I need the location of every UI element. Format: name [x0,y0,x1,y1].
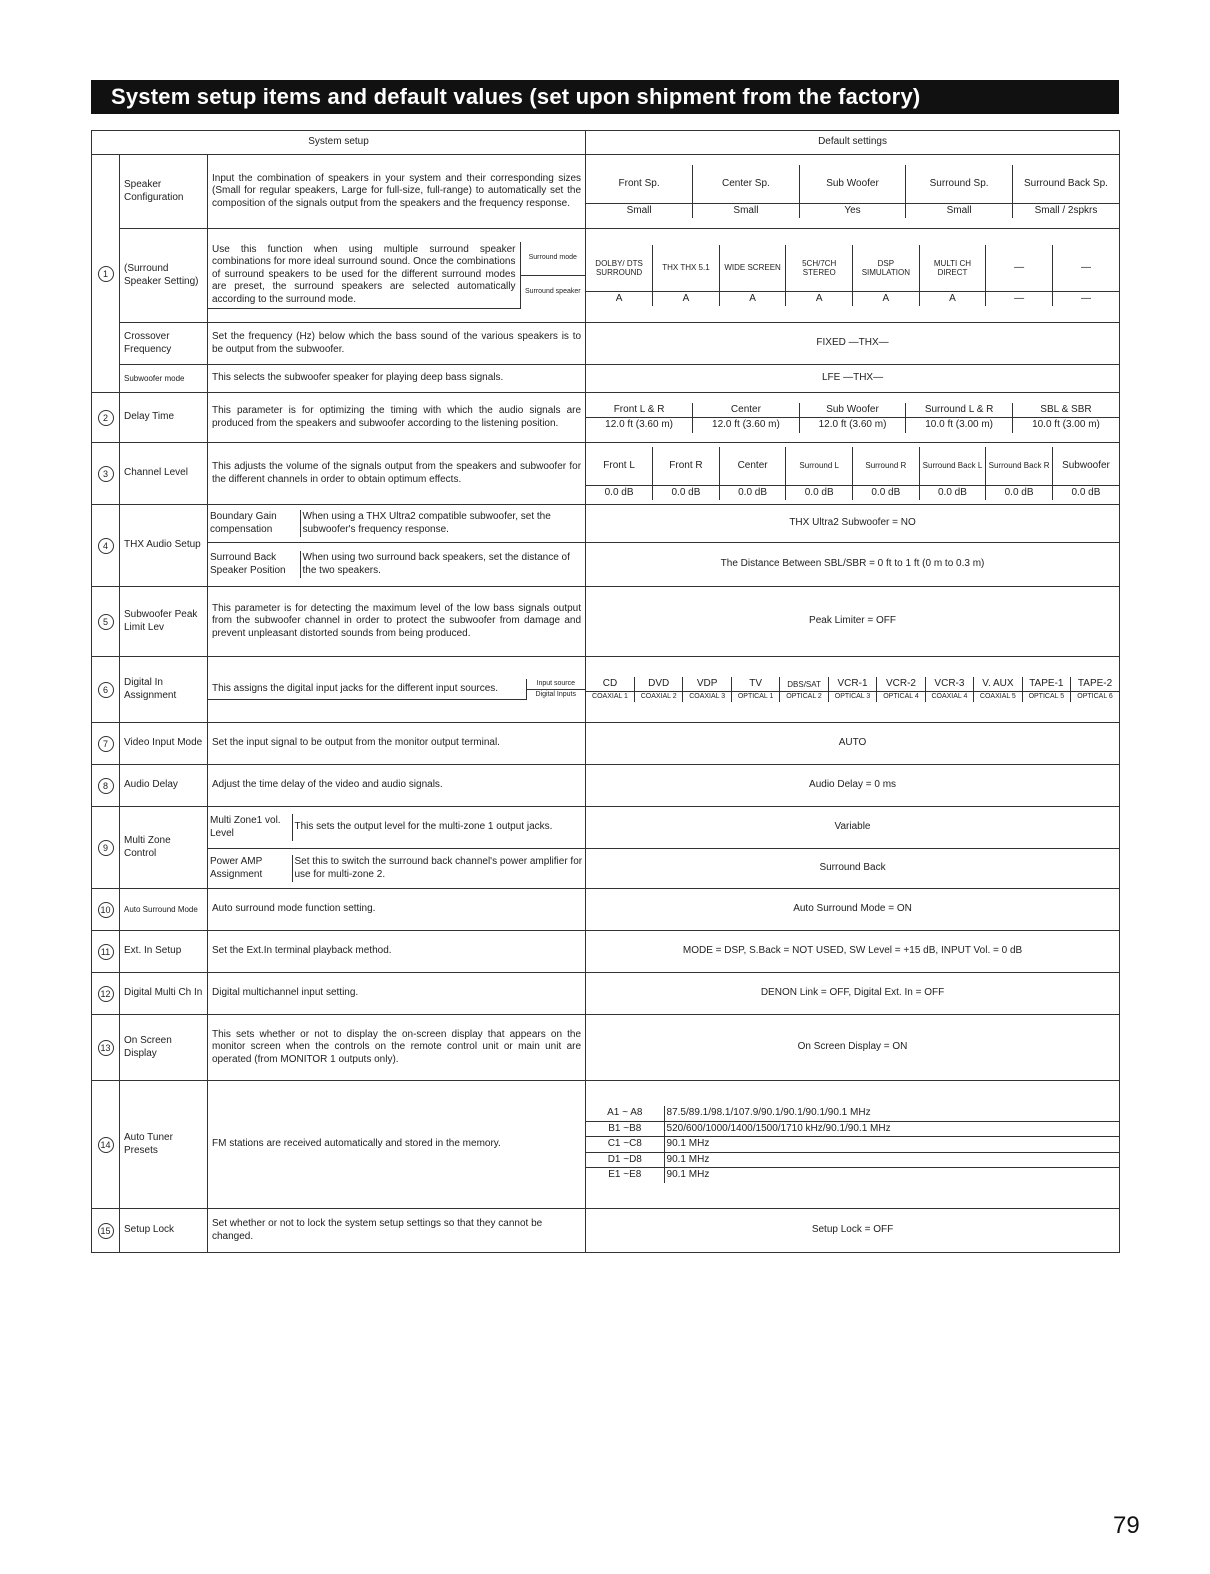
row-number-8: 8 [92,765,120,807]
multi-zone-sub1-cell [208,807,586,849]
thx-sub2-cell [208,543,586,587]
thx-sub1-name: Boundary Gain compensation [208,510,300,537]
row-auto-tuner-presets [92,1081,1120,1209]
multi-zone-sub2-value: Surround Back [586,849,1120,889]
delay-header-sbl-sbr: SBL & SBR [1012,403,1119,418]
digital-multi-name: Digital Multi Ch In [120,973,208,1015]
auto-surround-name: Auto Surround Mode [120,889,208,931]
level-header-surround-r: Surround R [853,447,920,485]
digital-multi-desc: Digital multichannel input setting. [208,973,586,1015]
speaker-header-surround-back: Surround Back Sp. [1012,165,1119,203]
preset-bank-c: C1 ~C8 [586,1137,664,1153]
speaker-multi-ch-direct: A [919,291,986,306]
thx-sub1-cell [208,505,586,543]
row-number-4: 4 [92,505,120,587]
level-header-center: Center [719,447,786,485]
row-number-11: 11 [92,931,120,973]
preset-freq-d: 90.1 MHz [664,1152,1119,1168]
row-setup-lock [92,1209,1120,1253]
row-number-15: 15 [92,1209,120,1253]
multi-zone-sub1-value: Variable [586,807,1120,849]
speaker-config-defaults [586,155,1120,229]
audio-delay-name: Audio Delay [120,765,208,807]
page-number: 79 [1113,1512,1140,1539]
level-header-surround-back-r: Surround Back R [986,447,1053,485]
speaker-5ch-7ch-stereo: A [786,291,853,306]
header-default-settings: Default settings [586,131,1120,155]
subwoofer-mode-desc: This selects the subwoofer speaker for playing deep bass signals. [208,365,586,393]
mode-dsp-simulation: DSP SIMULATION [853,245,920,291]
tuner-presets-desc: FM stations are received automatically and stored in the memory. [208,1081,586,1209]
page-title-banner [91,80,1119,114]
setup-lock-name: Setup Lock [120,1209,208,1253]
source-dbs-sat: DBS/SAT [780,677,828,692]
input-vcr-1: OPTICAL 3 [828,692,876,702]
speaker-config-desc: Input the combination of speakers in your system and their corresponding sizes (Small for regular speakers, Large for full-size, full-range) to automatically set the composition of the signals output from the speakers and the frequency response. [208,155,586,229]
surround-mode-label: Surround mode [520,242,585,276]
input-tape-1: OPTICAL 5 [1022,692,1070,702]
source-v-aux: V. AUX [974,677,1022,692]
row-auto-surround-mode [92,889,1120,931]
level-value-front-r: 0.0 dB [653,485,720,500]
speaker-wide-screen: A [719,291,786,306]
digital-in-name: Digital In Assignment [120,657,208,723]
row-video-input-mode [92,723,1120,765]
mode-dolby-dts: DOLBY/ DTS SURROUND [586,245,653,291]
page-title: System setup items and default values (set upon shipment from the factory) [111,84,921,109]
row-thx-surround-back-position [92,543,1120,587]
speaker-dsp-simulation: A [853,291,920,306]
audio-delay-value: Audio Delay = 0 ms [586,765,1120,807]
multi-zone-name: Multi Zone Control [120,807,208,889]
level-header-surround-l: Surround L [786,447,853,485]
ext-in-name: Ext. In Setup [120,931,208,973]
source-tape-2: TAPE-2 [1071,677,1119,692]
channel-level-defaults [586,443,1120,505]
preset-freq-b: 520/600/1000/1400/1500/1710 kHz/90.1/90.1 MHz [664,1121,1119,1137]
row-on-screen-display [92,1015,1120,1081]
preset-bank-e: E1 ~E8 [586,1168,664,1183]
mode-wide-screen: WIDE SCREEN [719,245,786,291]
digital-in-defaults [586,657,1120,723]
video-input-mode-name: Video Input Mode [120,723,208,765]
speaker-config-name: Speaker Configuration [120,155,208,229]
level-header-subwoofer: Subwoofer [1052,447,1119,485]
mode-thx: THX THX 5.1 [653,245,720,291]
preset-freq-a: 87.5/89.1/98.1/107.9/90.1/90.1/90.1/90.1 MHz [664,1106,1119,1121]
tuner-presets-defaults [586,1081,1120,1209]
mode-5ch-7ch-stereo: 5CH/7CH STEREO [786,245,853,291]
row-number-14: 14 [92,1081,120,1209]
auto-surround-desc: Auto surround mode function setting. [208,889,586,931]
osd-desc: This sets whether or not to display the on-screen display that appears on the monitor screen when the controls on the remote control unit or main unit are operated (from MONITOR 1 outputs only). [208,1015,586,1081]
level-value-center: 0.0 dB [719,485,786,500]
channel-level-name: Channel Level [120,443,208,505]
level-value-surround-back-l: 0.0 dB [919,485,986,500]
speaker-blank-2: — [1052,291,1119,306]
mode-blank-2: — [1052,245,1119,291]
level-header-front-r: Front R [653,447,720,485]
multi-zone-sub1-name: Multi Zone1 vol. Level [208,814,292,841]
source-dvd: DVD [634,677,682,692]
input-tape-2: OPTICAL 6 [1071,692,1119,702]
source-tape-1: TAPE-1 [1022,677,1070,692]
setup-table [91,130,1120,1253]
subwoofer-mode-name: Subwoofer mode [120,365,208,393]
peak-limit-value: Peak Limiter = OFF [586,587,1120,657]
level-header-front-l: Front L [586,447,653,485]
level-value-surround-r: 0.0 dB [853,485,920,500]
delay-time-name: Delay Time [120,393,208,443]
level-value-surround-l: 0.0 dB [786,485,853,500]
thx-audio-setup-name: THX Audio Setup [120,505,208,587]
row-number-6: 6 [92,657,120,723]
preset-bank-b: B1 ~B8 [586,1121,664,1137]
surround-setting-defaults [586,229,1120,323]
row-digital-in-assignment [92,657,1120,723]
peak-limit-desc: This parameter is for detecting the maximum level of the low bass signals output from the subwoofer channel in order to protect the subwoofer from damage and prevent unpleasant distorted sounds from being produced. [208,587,586,657]
speaker-header-surround: Surround Sp. [906,165,1013,203]
row-crossover-frequency [92,323,1120,365]
thx-sub1-value: THX Ultra2 Subwoofer = NO [586,505,1120,543]
multi-zone-sub2-desc: Set this to switch the surround back channel's power amplifier for use for multi-zone 2. [292,855,585,882]
speaker-header-front: Front Sp. [586,165,693,203]
input-vcr-2: OPTICAL 4 [877,692,925,702]
digital-multi-value: DENON Link = OFF, Digital Ext. In = OFF [586,973,1120,1015]
level-value-surround-back-r: 0.0 dB [986,485,1053,500]
thx-sub2-desc: When using two surround back speakers, set the distance of the two speakers. [300,551,585,578]
table-header-row [92,131,1120,155]
mode-multi-ch-direct: MULTI CH DIRECT [919,245,986,291]
delay-value-center: 12.0 ft (3.60 m) [693,418,800,433]
subwoofer-mode-value: LFE —THX— [586,365,1120,393]
delay-header-surround: Surround L & R [906,403,1013,418]
digital-in-desc-cell [208,657,586,723]
digital-inputs-label: Digital Inputs [526,689,585,699]
preset-freq-c: 90.1 MHz [664,1137,1119,1153]
row-number-2: 2 [92,393,120,443]
delay-value-sbl-sbr: 10.0 ft (3.00 m) [1012,418,1119,433]
thx-sub2-name: Surround Back Speaker Position [208,551,300,578]
digital-in-desc: This assigns the digital input jacks for the different input sources. [208,679,526,699]
speaker-dolby-dts: A [586,291,653,306]
row-number-7: 7 [92,723,120,765]
row-channel-level [92,443,1120,505]
delay-time-defaults [586,393,1120,443]
input-cd: COAXIAL 1 [586,692,634,702]
peak-limit-name: Subwoofer Peak Limit Lev [120,587,208,657]
header-system-setup: System setup [92,131,586,155]
crossover-desc: Set the frequency (Hz) below which the bass sound of the various speakers is to be output from the subwoofer. [208,323,586,365]
video-input-mode-value: AUTO [586,723,1120,765]
delay-value-subwoofer: 12.0 ft (3.60 m) [799,418,906,433]
row-number-1: 1 [92,155,120,393]
video-input-mode-desc: Set the input signal to be output from the monitor output terminal. [208,723,586,765]
delay-header-center: Center [693,403,800,418]
source-vcr-2: VCR-2 [877,677,925,692]
input-dvd: COAXIAL 2 [634,692,682,702]
thx-sub1-desc: When using a THX Ultra2 compatible subwoofer, set the subwoofer's frequency response. [300,510,585,537]
delay-header-front: Front L & R [586,403,693,418]
input-vcr-3: COAXIAL 4 [925,692,973,702]
surround-setting-desc-cell [208,229,586,323]
channel-level-desc: This adjusts the volume of the signals output from the speakers and subwoofer for the different channels in order to obtain optimum effects. [208,443,586,505]
audio-delay-desc: Adjust the time delay of the video and audio signals. [208,765,586,807]
delay-header-subwoofer: Sub Woofer [799,403,906,418]
row-number-13: 13 [92,1015,120,1081]
source-vdp: VDP [683,677,731,692]
delay-value-front: 12.0 ft (3.60 m) [586,418,693,433]
tuner-presets-name: Auto Tuner Presets [120,1081,208,1209]
speaker-thx: A [653,291,720,306]
multi-zone-sub1-desc: This sets the output level for the multi-zone 1 output jacks. [292,814,585,841]
delay-time-desc: This parameter is for optimizing the timing with which the audio signals are produced from the speakers and subwoofer according to the listening position. [208,393,586,443]
row-number-9: 9 [92,807,120,889]
source-cd: CD [586,677,634,692]
speaker-header-subwoofer: Sub Woofer [799,165,906,203]
row-number-10: 10 [92,889,120,931]
crossover-value: FIXED —THX— [586,323,1120,365]
setup-lock-desc: Set whether or not to lock the system setup settings so that they cannot be changed. [208,1209,586,1253]
surround-setting-name: (Surround Speaker Setting) [120,229,208,323]
surround-setting-desc: Use this function when using multiple surround speaker combinations for more ideal surround sound. Once the combinations of surround speakers to be used for the different surround modes are preset, the surround speakers are selected automatically according to the surround mode. [208,242,520,309]
mode-blank-1: — [986,245,1053,291]
speaker-value-surround-back: Small / 2spkrs [1012,203,1119,218]
row-surround-speaker-setting [92,229,1120,323]
multi-zone-sub2-cell [208,849,586,889]
row-power-amp-assignment [92,849,1120,889]
level-value-subwoofer: 0.0 dB [1052,485,1119,500]
delay-value-surround: 10.0 ft (3.00 m) [906,418,1013,433]
input-dbs-sat: OPTICAL 2 [780,692,828,702]
input-source-label: Input source [526,679,585,689]
speaker-value-surround: Small [906,203,1013,218]
row-subwoofer-peak-limit [92,587,1120,657]
setup-lock-value: Setup Lock = OFF [586,1209,1120,1253]
speaker-header-center: Center Sp. [693,165,800,203]
row-subwoofer-mode [92,365,1120,393]
row-audio-delay [92,765,1120,807]
speaker-value-subwoofer: Yes [799,203,906,218]
level-value-front-l: 0.0 dB [586,485,653,500]
speaker-blank-1: — [986,291,1053,306]
row-number-12: 12 [92,973,120,1015]
osd-value: On Screen Display = ON [586,1015,1120,1081]
thx-sub2-value: The Distance Between SBL/SBR = 0 ft to 1 ft (0 m to 0.3 m) [586,543,1120,587]
input-vdp: COAXIAL 3 [683,692,731,702]
row-multi-zone-vol-level [92,807,1120,849]
speaker-value-center: Small [693,203,800,218]
input-tv: OPTICAL 1 [731,692,779,702]
surround-speaker-label: Surround speaker [520,275,585,309]
row-speaker-configuration [92,155,1120,229]
source-vcr-1: VCR-1 [828,677,876,692]
source-vcr-3: VCR-3 [925,677,973,692]
input-v-aux: COAXIAL 5 [974,692,1022,702]
preset-bank-a: A1 ~ A8 [586,1106,664,1121]
row-digital-multi-ch-in [92,973,1120,1015]
speaker-value-front: Small [586,203,693,218]
auto-surround-value: Auto Surround Mode = ON [586,889,1120,931]
ext-in-desc: Set the Ext.In terminal playback method. [208,931,586,973]
preset-freq-e: 90.1 MHz [664,1168,1119,1183]
row-ext-in-setup [92,931,1120,973]
level-header-surround-back-l: Surround Back L [919,447,986,485]
row-delay-time [92,393,1120,443]
multi-zone-sub2-name: Power AMP Assignment [208,855,292,882]
crossover-name: Crossover Frequency [120,323,208,365]
row-number-3: 3 [92,443,120,505]
row-number-5: 5 [92,587,120,657]
ext-in-value: MODE = DSP, S.Back = NOT USED, SW Level = +15 dB, INPUT Vol. = 0 dB [586,931,1120,973]
preset-bank-d: D1 ~D8 [586,1152,664,1168]
source-tv: TV [731,677,779,692]
row-thx-boundary-gain [92,505,1120,543]
osd-name: On Screen Display [120,1015,208,1081]
